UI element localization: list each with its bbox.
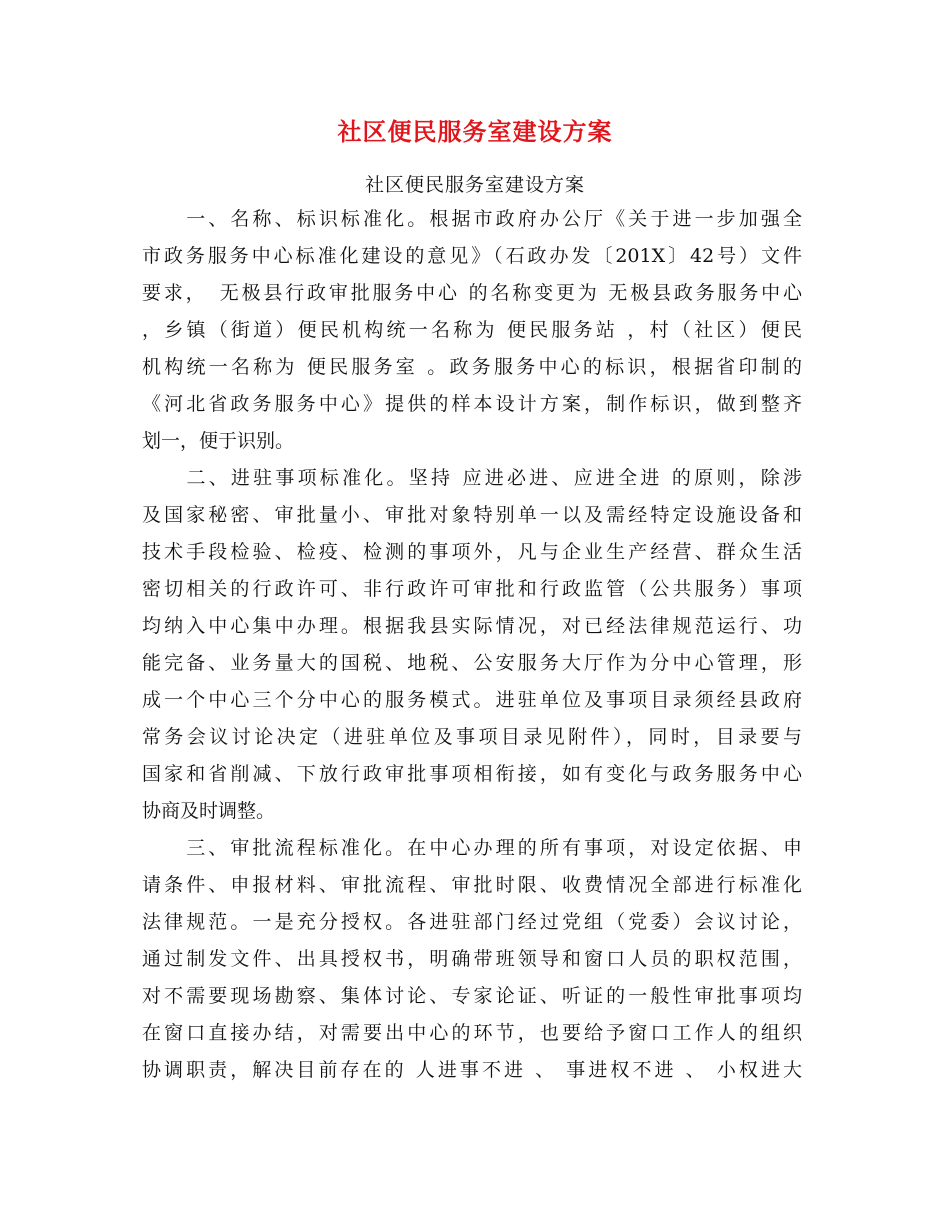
body-line: 一、名称、标识标准化。根据市政府办公厅《关于进一步加强全: [142, 208, 802, 230]
body-line: 协商及时调整。: [142, 800, 276, 822]
body-line: 均纳入中心集中办理。根据我县实际情况，对已经法律规范运行、功: [142, 615, 802, 637]
body-line: 密切相关的行政许可、非行政许可审批和行政监管（公共服务）事项: [142, 578, 802, 600]
body-line: 划一，便于识别。: [142, 430, 295, 452]
body-line: 市政务服务中心标准化建设的意见》（石政办发〔201X〕42号）文件: [142, 245, 802, 267]
document-title: 社区便民服务室建设方案: [337, 117, 613, 146]
body-line: 成一个中心三个分中心的服务模式。进驻单位及事项目录须经县政府: [142, 689, 802, 711]
body-line: 协调职责，解决目前存在的 人进事不进 、 事进权不进 、 小权进大: [142, 1059, 802, 1081]
body-line: 请条件、申报材料、审批流程、审批时限、收费情况全部进行标准化: [142, 874, 802, 896]
body-line: 机构统一名称为 便民服务室 。政务服务中心的标识，根据省印制的: [142, 356, 802, 378]
body-line: 通过制发文件、出具授权书，明确带班领导和窗口人员的职权范围，: [142, 948, 802, 970]
body-line: 能完备、业务量大的国税、地税、公安服务大厅作为分中心管理，形: [142, 652, 802, 674]
body-line: 国家和省削减、下放行政审批事项相衔接，如有变化与政务服务中心: [142, 763, 802, 785]
body-line: 技术手段检验、检疫、检测的事项外，凡与企业生产经营、群众生活: [142, 541, 802, 563]
body-line: 法律规范。一是充分授权。各进驻部门经过党组（党委）会议讨论，: [142, 911, 802, 933]
body-line: 要求， 无极县行政审批服务中心 的名称变更为 无极县政务服务中心: [142, 282, 802, 304]
body-line: 对不需要现场勘察、集体讨论、专家论证、听证的一般性审批事项均: [142, 985, 802, 1007]
body-line: ，乡镇（街道）便民机构统一名称为 便民服务站 ，村（社区）便民: [142, 319, 802, 341]
body-line: 及国家秘密、审批量小、审批对象特别单一以及需经特定设施设备和: [142, 504, 802, 526]
body-line: 在窗口直接办结，对需要出中心的环节，也要给予窗口工作人的组织: [142, 1022, 802, 1044]
body-line: 二、进驻事项标准化。坚持 应进必进、应进全进 的原则，除涉: [142, 467, 802, 489]
body-line: 三、审批流程标准化。在中心办理的所有事项，对设定依据、申: [142, 837, 802, 859]
document-subtitle: 社区便民服务室建设方案: [364, 174, 585, 196]
body-line: 《河北省政务服务中心》提供的样本设计方案，制作标识，做到整齐: [142, 393, 802, 415]
body-line: 常务会议讨论决定（进驻单位及事项目录见附件），同时，目录要与: [142, 726, 802, 748]
